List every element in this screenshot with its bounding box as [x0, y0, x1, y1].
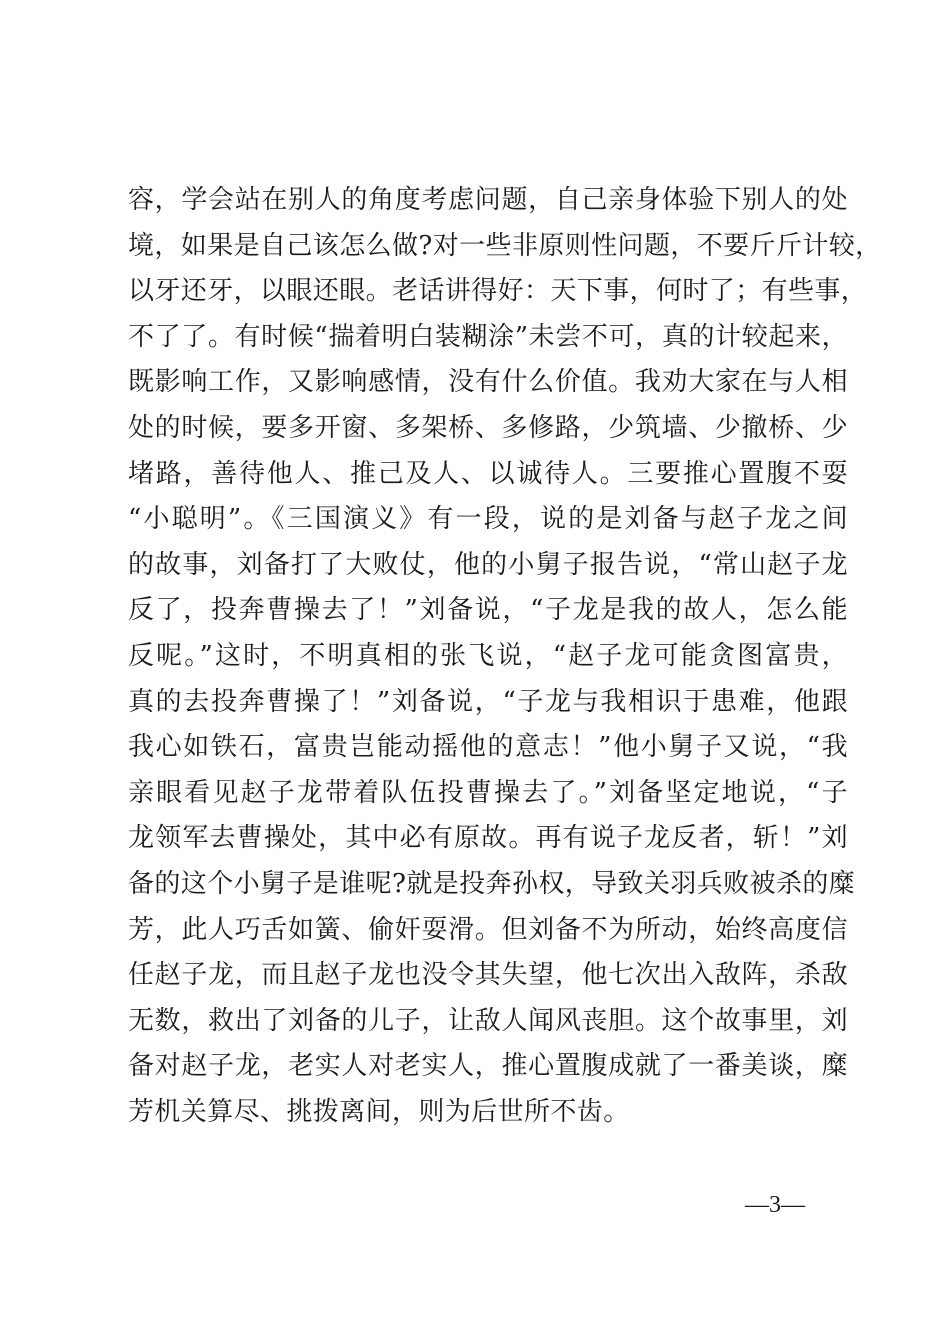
- text-line: 既影响工作，又影响感情，没有什么价值。我劝大家在与人相: [128, 367, 848, 398]
- text-line: 芳机关算尽、挑拨离间，则为后世所不齿。: [128, 1096, 630, 1127]
- text-line: 反了，投奔曹操去了！”刘备说，“子龙是我的故人，怎么能: [128, 595, 848, 626]
- text-line: 龙领军去曹操处，其中必有原故。再有说子龙反者，斩！”刘: [128, 823, 848, 854]
- text-line: 亲眼看见赵子龙带着队伍投曹操去了。”刘备坚定地说，“子: [128, 777, 848, 808]
- text-line: 反呢。”这时，不明真相的张飞说，“赵子龙可能贪图富贵，: [128, 640, 848, 671]
- text-line: 以牙还牙，以眼还眼。老话讲得好：天下事，何时了；有些事，: [128, 276, 868, 307]
- text-line: 备对赵子龙，老实人对老实人，推心置腹成就了一番美谈，糜: [128, 1051, 848, 1082]
- text-line: 无数，救出了刘备的儿子，让敌人闻风丧胆。这个故事里，刘: [128, 1005, 848, 1036]
- body-text: [128, 178, 882, 1135]
- text-line: 容，学会站在别人的角度考虑问题，自己亲身体验下别人的处: [128, 185, 848, 215]
- text-line: 真的去投奔曹操了！”刘备说，“子龙与我相识于患难，他跟: [128, 686, 848, 717]
- page-number: —3—: [745, 1192, 805, 1218]
- text-line: 任赵子龙，而且赵子龙也没令其失望，他七次出入敌阵，杀敌: [128, 960, 848, 991]
- text-line: 不了了。有时候“揣着明白装糊涂”未尝不可，真的计较起来，: [128, 321, 848, 352]
- text-line: 的故事，刘备打了大败仗，他的小舅子报告说，“常山赵子龙: [128, 549, 848, 580]
- text-line: 我心如铁石，富贵岂能动摇他的意志！”他小舅子又说，“我: [128, 732, 848, 763]
- text-line: 芳，此人巧舌如簧、偷奸耍滑。但刘备不为所动，始终高度信: [128, 914, 848, 945]
- text-line: “小聪明”。《三国演义》有一段，说的是刘备与赵子龙之间: [128, 504, 848, 535]
- text-line: 境，如果是自己该怎么做?对一些非原则性问题，不要斤斤计较，: [128, 230, 882, 261]
- text-line: 堵路，善待他人、推己及人、以诚待人。三要推心置腹不耍: [128, 458, 848, 489]
- text-line: 备的这个小舅子是谁呢?就是投奔孙权，导致关羽兵败被杀的糜: [128, 868, 856, 899]
- text-line: 处的时候，要多开窗、多架桥、多修路，少筑墙、少撤桥、少: [128, 412, 848, 443]
